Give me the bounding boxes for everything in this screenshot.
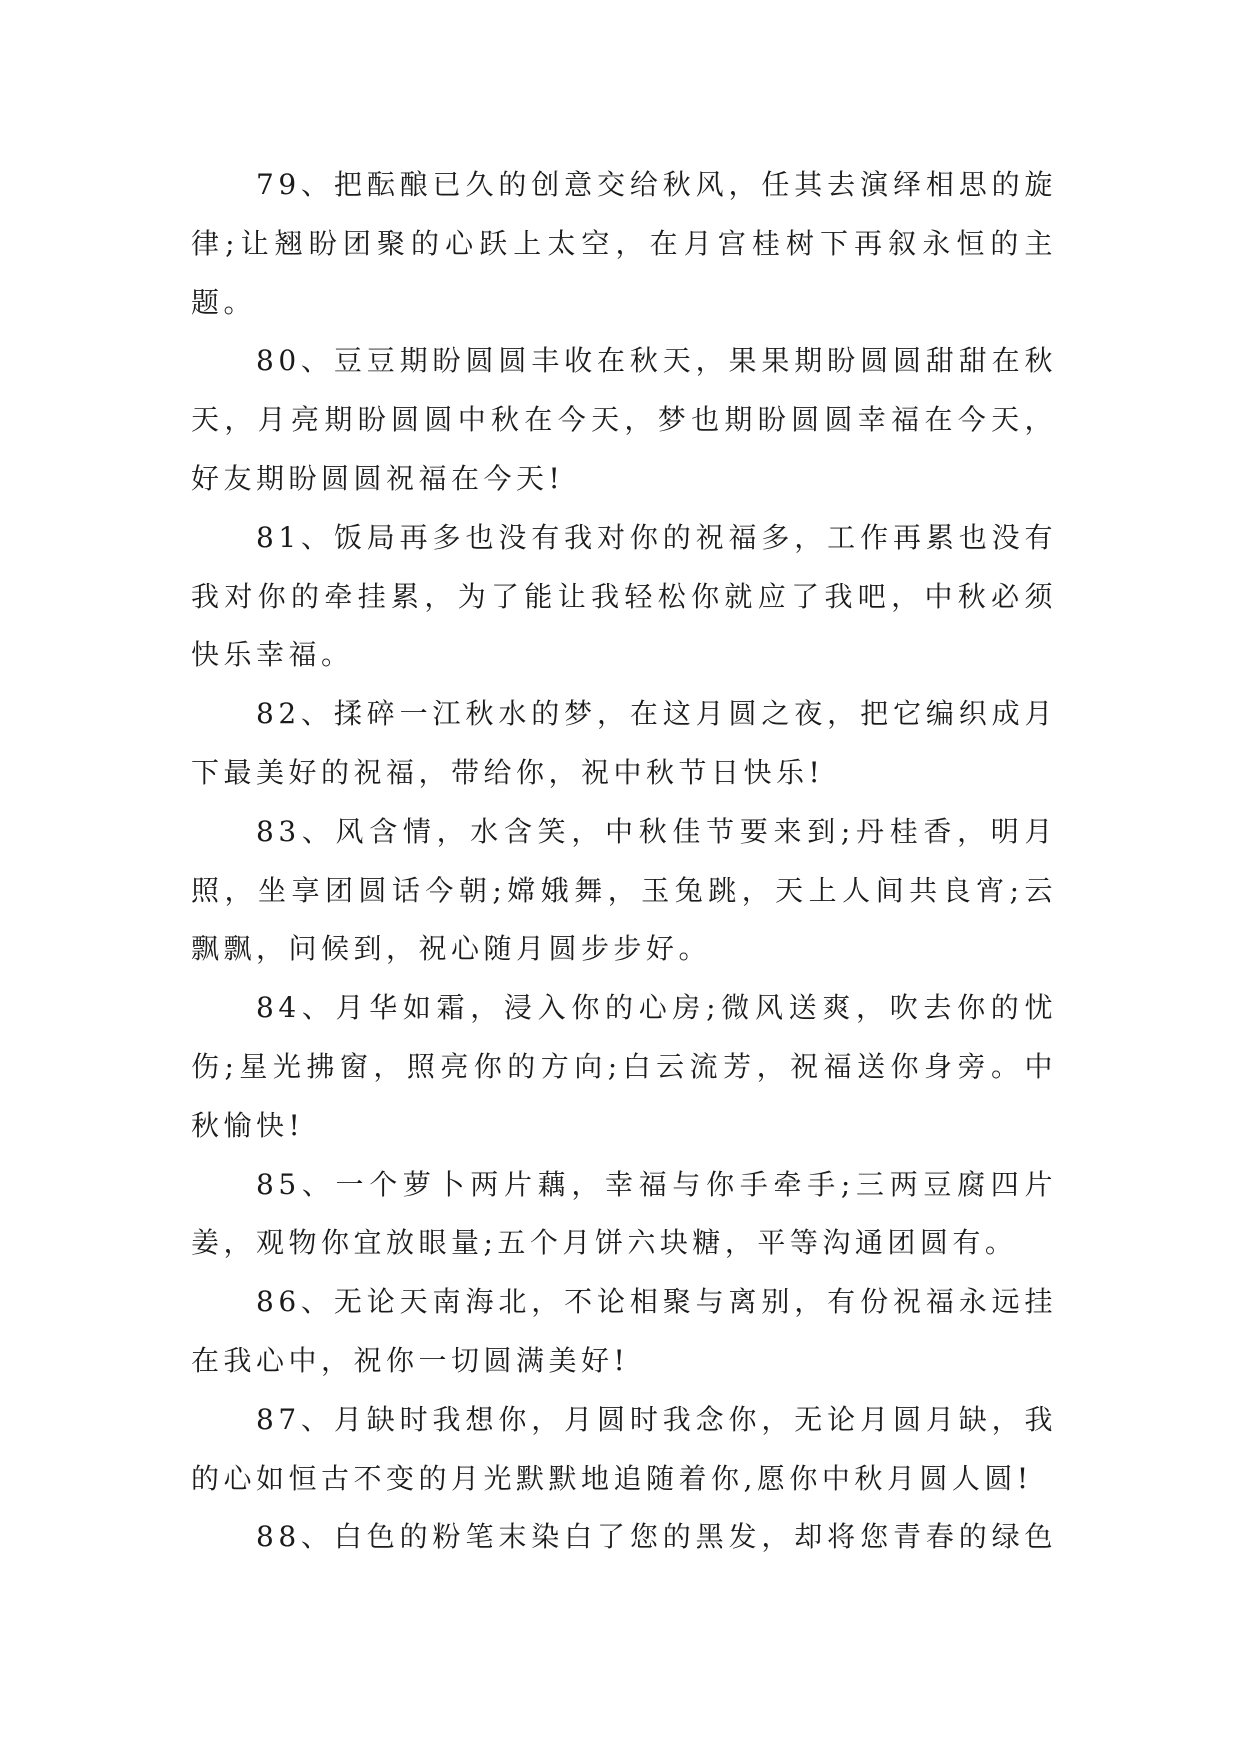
text-line: 我对你的牵挂累，为了能让我轻松你就应了我吧，中秋必须	[191, 579, 1057, 613]
text-line: 86、无论天南海北，不论相聚与离别，有份祝福永远挂	[256, 1285, 1057, 1319]
text-line: 飘飘，问候到，祝心随月圆步步好。	[191, 932, 712, 966]
paragraph-87	[191, 1391, 1057, 1509]
paragraph-88	[191, 1508, 1057, 1567]
paragraph-85	[191, 1156, 1057, 1274]
text-line: 79、把酝酿已久的创意交给秋风，任其去演绎相思的旋	[256, 168, 1057, 201]
text-line: 83、风含情，水含笑，中秋佳节要来到;丹桂香，明月	[256, 814, 1057, 848]
text-line: 81、饭局再多也没有我对你的祝福多，工作再累也没有	[256, 520, 1057, 554]
text-line: 的心如恒古不变的月光默默地追随着你,愿你中秋月圆人圆!	[191, 1461, 1033, 1495]
text-line: 律;让翘盼团聚的心跃上太空，在月宫桂树下再叙永恒的主	[191, 226, 1057, 260]
paragraph-84	[191, 979, 1057, 1155]
text-line: 题。	[191, 285, 257, 319]
text-line: 快乐幸福。	[191, 638, 354, 672]
paragraph-80	[191, 332, 1057, 508]
text-line: 85、一个萝卜两片藕，幸福与你手牵手;三两豆腐四片	[256, 1167, 1057, 1201]
text-line: 姜，观物你宜放眼量;五个月饼六块糖，平等沟通团圆有。	[191, 1226, 1018, 1260]
text-line: 88、白色的粉笔末染白了您的黑发，却将您青春的绿色	[256, 1520, 1057, 1554]
paragraph-86	[191, 1273, 1057, 1391]
text-line: 照，坐享团圆话今朝;嫦娥舞，玉兔跳，天上人间共良宵;云	[191, 873, 1057, 907]
text-line: 天，月亮期盼圆圆中秋在今天，梦也期盼圆圆幸福在今天，	[191, 403, 1057, 437]
paragraph-82	[191, 685, 1057, 803]
paragraph-79	[191, 156, 1057, 332]
paragraph-83	[191, 803, 1057, 979]
paragraph-81	[191, 509, 1057, 685]
text-line: 在我心中，祝你一切圆满美好!	[191, 1343, 630, 1377]
text-line: 84、月华如霜，浸入你的心房;微风送爽，吹去你的忧	[256, 991, 1057, 1025]
text-line: 秋愉快!	[191, 1108, 305, 1142]
text-line: 82、揉碎一江秋水的梦，在这月圆之夜，把它编织成月	[256, 697, 1057, 731]
text-line: 下最美好的祝福，带给你，祝中秋节日快乐!	[191, 755, 825, 789]
text-line: 80、豆豆期盼圆圆丰收在秋天，果果期盼圆圆甜甜在秋	[256, 344, 1057, 378]
text-line: 87、月缺时我想你，月圆时我念你，无论月圆月缺，我	[256, 1402, 1057, 1436]
document-body	[191, 156, 1057, 1567]
text-line: 伤;星光拂窗，照亮你的方向;白云流芳，祝福送你身旁。中	[191, 1049, 1057, 1083]
text-line: 好友期盼圆圆祝福在今天!	[191, 461, 565, 495]
